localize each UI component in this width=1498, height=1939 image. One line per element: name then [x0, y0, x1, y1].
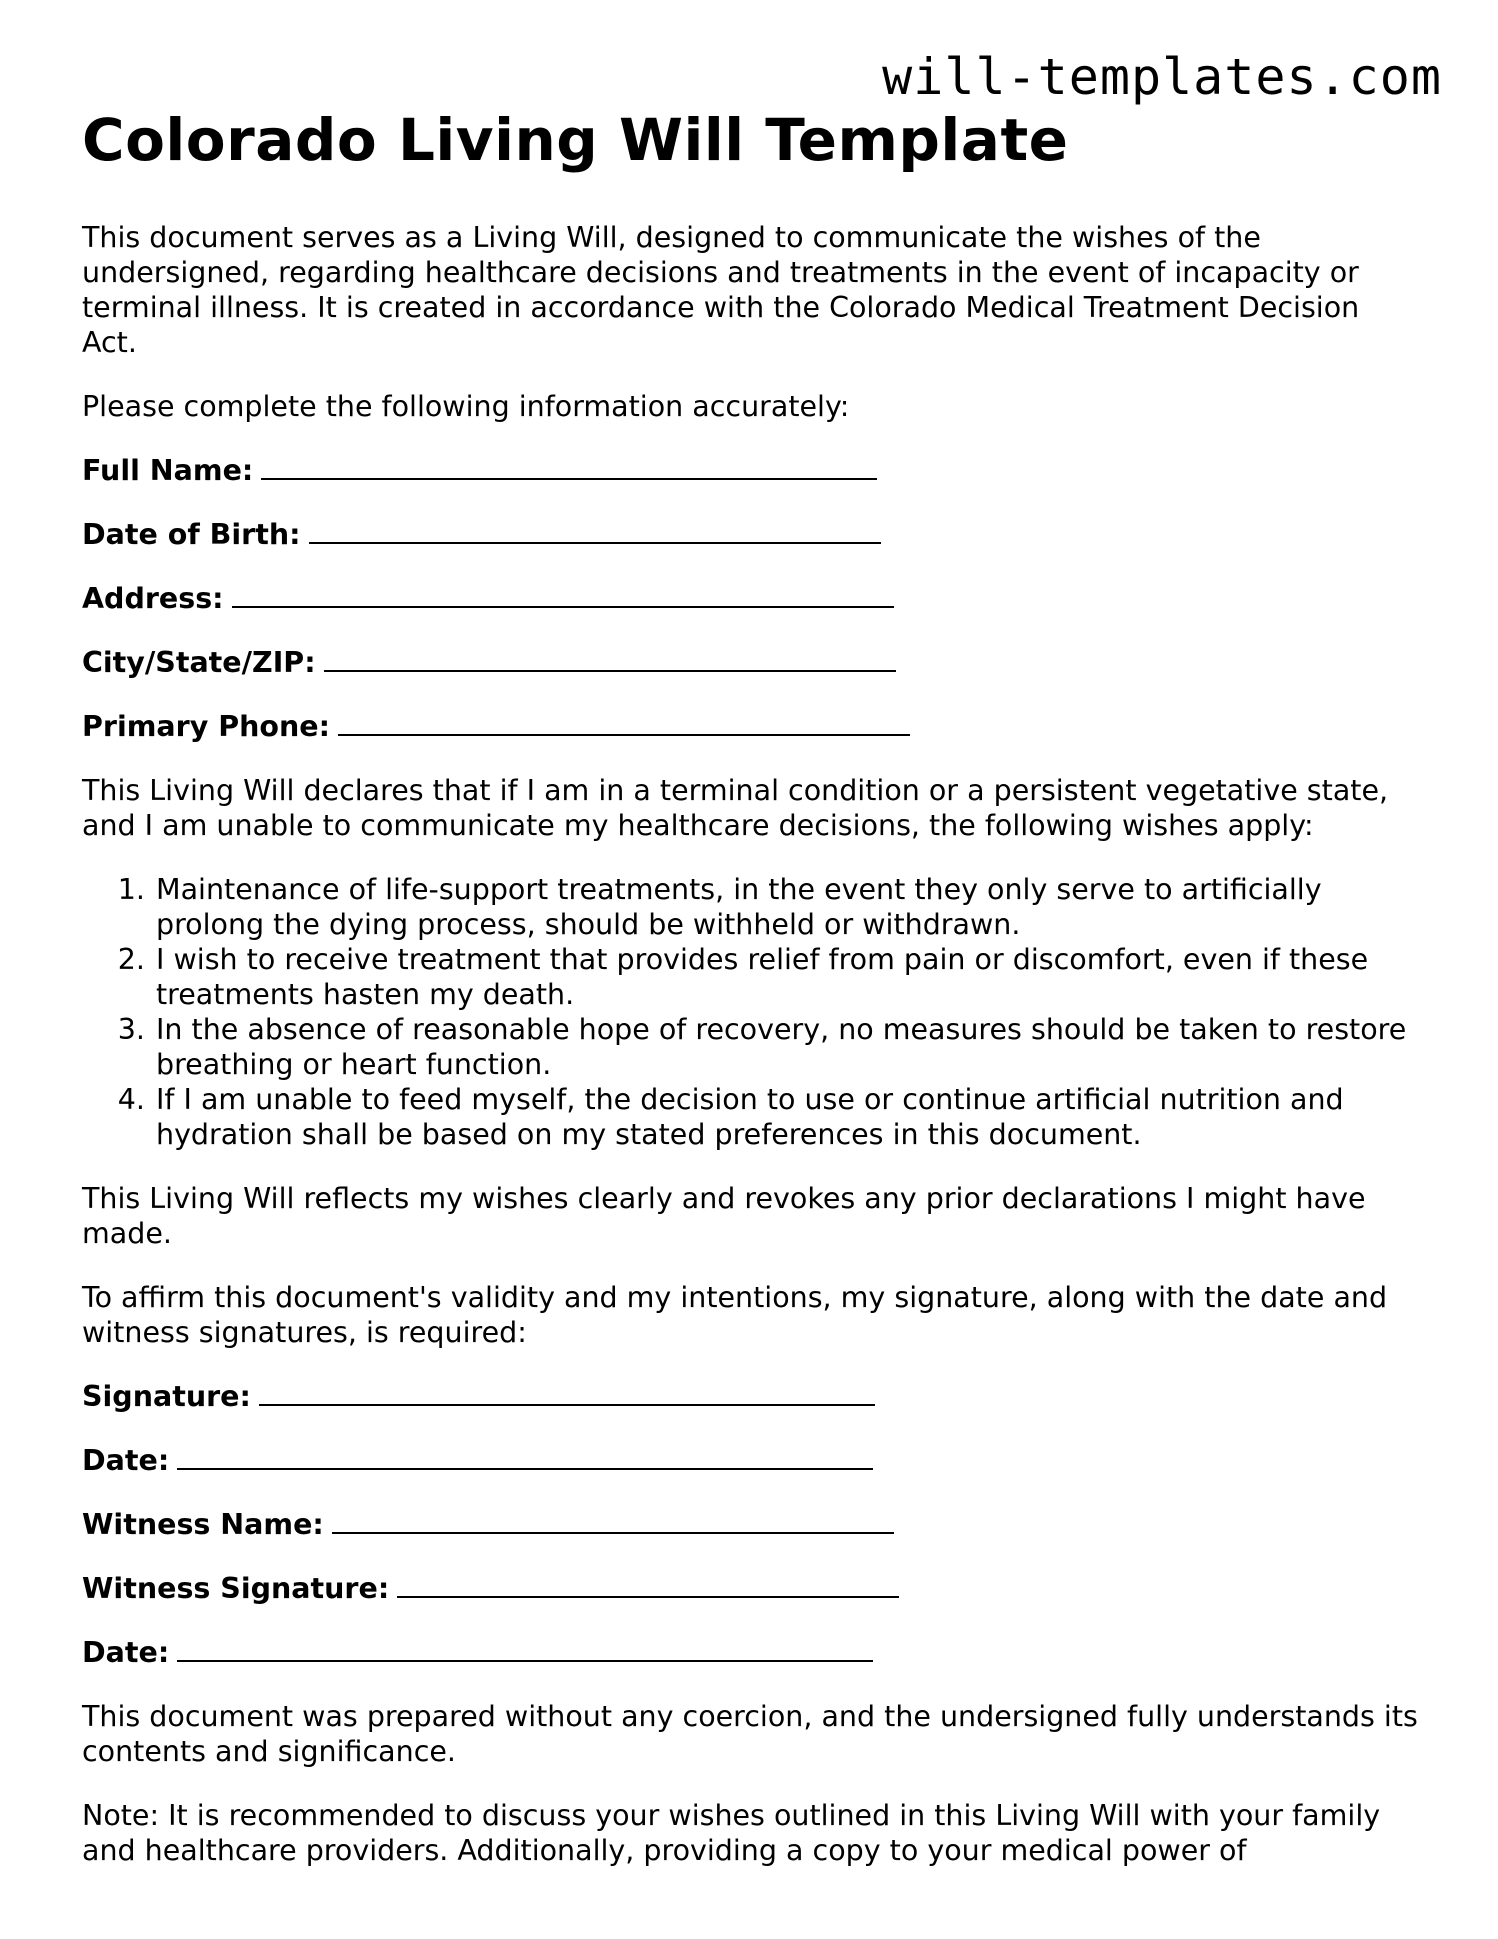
declaration-paragraph: This Living Will declares that if I am in a terminal condition or a persistent vegetative state, and I am unable to communicate my healthcare decisions, the following wishes apply: [82, 774, 1389, 842]
wishes-list [82, 872, 1422, 1152]
witness-date-label: Date: [82, 1636, 170, 1669]
list-item: 1. Maintenance of life-support treatments, in the event they only serve to artificially prolong the dying process, should be withheld or withdrawn. [154, 872, 1422, 942]
witness-signature-label: Witness Signature: [82, 1572, 390, 1605]
date-blank[interactable] [177, 1444, 873, 1470]
city-state-zip-blank[interactable] [324, 646, 896, 672]
primary-phone-label: Primary Phone: [82, 710, 330, 743]
witness-name-blank[interactable] [332, 1508, 894, 1534]
document-title: Colorado Living Will Template [82, 106, 1069, 174]
witness-name-label: Witness Name: [82, 1508, 324, 1541]
affirmation-paragraph: To affirm this document's validity and my intentions, my signature, along with the date and witness signatures, is required: [82, 1281, 1388, 1349]
witness-name-field [82, 1507, 1422, 1542]
city-state-zip-field [82, 645, 1422, 680]
signature-field [82, 1379, 1422, 1414]
address-field [82, 581, 1422, 616]
revocation-paragraph: This Living Will reflects my wishes clearly and revokes any prior declarations I might have made. [82, 1182, 1366, 1250]
intro-paragraph: This document serves as a Living Will, designed to communicate the wishes of the undersigned, regarding healthcare decisions and treatments in the event of incapacity or terminal illness. It is created in accordance with the Colorado Medical Treatment Decision Act. [82, 221, 1360, 359]
signature-label: Signature: [82, 1380, 251, 1413]
witness-signature-field [82, 1571, 1422, 1606]
witness-signature-blank[interactable] [397, 1572, 899, 1598]
witness-date-blank[interactable] [177, 1636, 873, 1662]
document-page [82, 102, 1422, 1897]
full-name-blank[interactable] [261, 454, 877, 480]
watermark: will-templates.com [882, 48, 1442, 106]
witness-date-field [82, 1635, 1422, 1670]
date-label: Date: [82, 1444, 170, 1477]
address-blank[interactable] [232, 582, 894, 608]
signature-blank[interactable] [259, 1380, 875, 1406]
primary-phone-field [82, 709, 1422, 744]
note-paragraph: Note: It is recommended to discuss your wishes outlined in this Living Will with your family and healthcare providers. Additionally, providing a copy to your medical power of [82, 1799, 1381, 1867]
coercion-paragraph: This document was prepared without any coercion, and the undersigned fully understands its contents and significance. [82, 1700, 1418, 1768]
list-item: 3. In the absence of reasonable hope of recovery, no measures should be taken to restore breathing or heart function. [154, 1012, 1422, 1082]
full-name-label: Full Name: [82, 454, 254, 487]
full-name-field [82, 453, 1422, 488]
date-field [82, 1443, 1422, 1478]
list-item: 4. If I am unable to feed myself, the decision to use or continue artificial nutrition and hydration shall be based on my stated preferences in this document. [154, 1082, 1422, 1152]
city-state-zip-label: City/State/ZIP: [82, 646, 316, 679]
instruction-paragraph: Please complete the following information accurately: [82, 390, 850, 423]
date-of-birth-blank[interactable] [309, 518, 881, 544]
list-item: 2. I wish to receive treatment that provides relief from pain or discomfort, even if these treatments hasten my death. [154, 942, 1422, 1012]
date-of-birth-field [82, 517, 1422, 552]
primary-phone-blank[interactable] [338, 710, 910, 736]
date-of-birth-label: Date of Birth: [82, 518, 301, 551]
address-label: Address: [82, 582, 224, 615]
